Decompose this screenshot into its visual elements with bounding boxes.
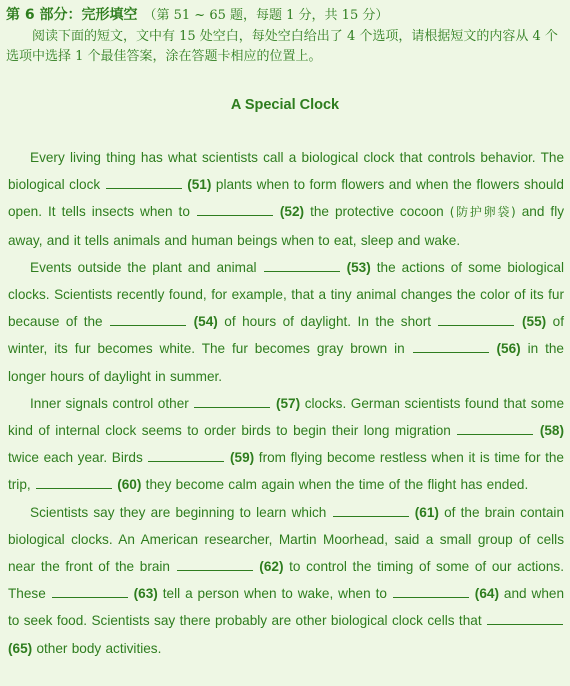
text-segment: of winter, its fur becomes white. The fur becomes gray brown in — [8, 314, 564, 357]
answer-blank — [197, 202, 273, 216]
question-number: (56) — [496, 341, 521, 357]
text-segment: Scientists say they are beginning to learn which — [30, 504, 332, 520]
question-number: (52) — [279, 204, 305, 220]
section-scoring-note: （第 51 ~ 65 题，每题 1 分，共 15 分） — [143, 8, 389, 23]
answer-blank — [148, 448, 224, 462]
answer-blank — [52, 584, 128, 598]
answer-blank — [413, 339, 489, 353]
text-segment: they become calm again when the time of the flight has ended. — [141, 477, 529, 493]
answer-blank — [177, 557, 253, 571]
text-segment: Inner signals control other — [30, 395, 194, 411]
question-number: (60) — [117, 477, 142, 493]
paragraph-1 — [8, 144, 564, 254]
section-header — [6, 4, 566, 67]
answer-blank — [106, 175, 182, 189]
answer-blank — [457, 421, 533, 435]
paragraph-2 — [8, 254, 564, 390]
answer-blank — [110, 312, 186, 326]
text-segment: in the longer hours of daylight in summer. — [8, 341, 564, 384]
text-segment: the protective cocoon — [304, 204, 450, 220]
text-segment: clocks. German scientists found that some kind of internal clock seems to order birds to begin their long migration — [8, 395, 564, 439]
question-number: (64) — [474, 586, 499, 602]
answer-blank — [438, 312, 514, 326]
text-segment: and fly away, and it tells animals and human beings when to eat, sleep and wake. — [8, 204, 565, 248]
text-segment: Every living thing has what scientists call a biological clock that controls behavior. The biological clock — [8, 150, 564, 193]
text-segment: tell a person when to wake, when to — [157, 586, 392, 602]
text-segment: twice each year. Birds — [8, 450, 148, 466]
answer-blank — [194, 394, 270, 408]
text-segment: the actions of some biological clocks. Scientists recently found, for example, that a tiny animal changes the color of its fur because of the — [8, 259, 565, 330]
answer-blank — [36, 475, 112, 489]
text-segment: plants when to form flowers and when the flowers should open. It tells insects when to — [8, 177, 564, 220]
question-number: (59) — [229, 450, 255, 466]
text-segment: and when to seek food. Scientists say there probably are other biological clock cells that — [8, 586, 565, 629]
section-title: 第 6 部分：完形填空 — [6, 7, 138, 23]
passage-body — [8, 144, 564, 662]
question-number: (62) — [259, 559, 284, 575]
question-number: (58) — [539, 423, 564, 439]
answer-blank — [393, 584, 469, 598]
question-number: (54) — [193, 314, 218, 330]
answer-blank — [264, 258, 340, 272]
text-segment: Events outside the plant and animal — [30, 259, 263, 275]
question-number: (61) — [414, 504, 439, 520]
section-heading — [6, 4, 566, 26]
question-number: (57) — [275, 395, 301, 411]
instructions: 阅读下面的短文，文中有 15 处空白，每处空白给出了 4 个选项，请根据短文的内容从 4 个选项中选择 1 个最佳答案，涂在答题卡相应的位置上。 — [6, 29, 558, 64]
text-segment: from flying become restless when it is time for the trip, — [8, 450, 564, 493]
answer-blank — [487, 611, 563, 625]
question-number: (65) — [8, 640, 33, 656]
question-number: (53) — [346, 259, 371, 275]
paragraph-3 — [8, 390, 564, 499]
chinese-gloss: (防护卵袋) — [449, 205, 516, 220]
question-number: (63) — [133, 586, 158, 602]
text-segment: of the brain contain biological clocks. An American researcher, Martin Moorhead, said a small group of cells near the front of the brain — [8, 504, 565, 575]
text-segment: to control the timing of some of our actions. These — [8, 559, 564, 602]
text-segment: of hours of daylight. In the short — [217, 314, 438, 330]
text-segment: other body activities. — [32, 640, 162, 656]
answer-blank — [333, 503, 409, 517]
paragraph-4 — [8, 499, 564, 662]
passage-title: A Special Clock — [230, 97, 340, 113]
question-number: (55) — [521, 314, 547, 330]
question-number: (51) — [187, 177, 212, 193]
